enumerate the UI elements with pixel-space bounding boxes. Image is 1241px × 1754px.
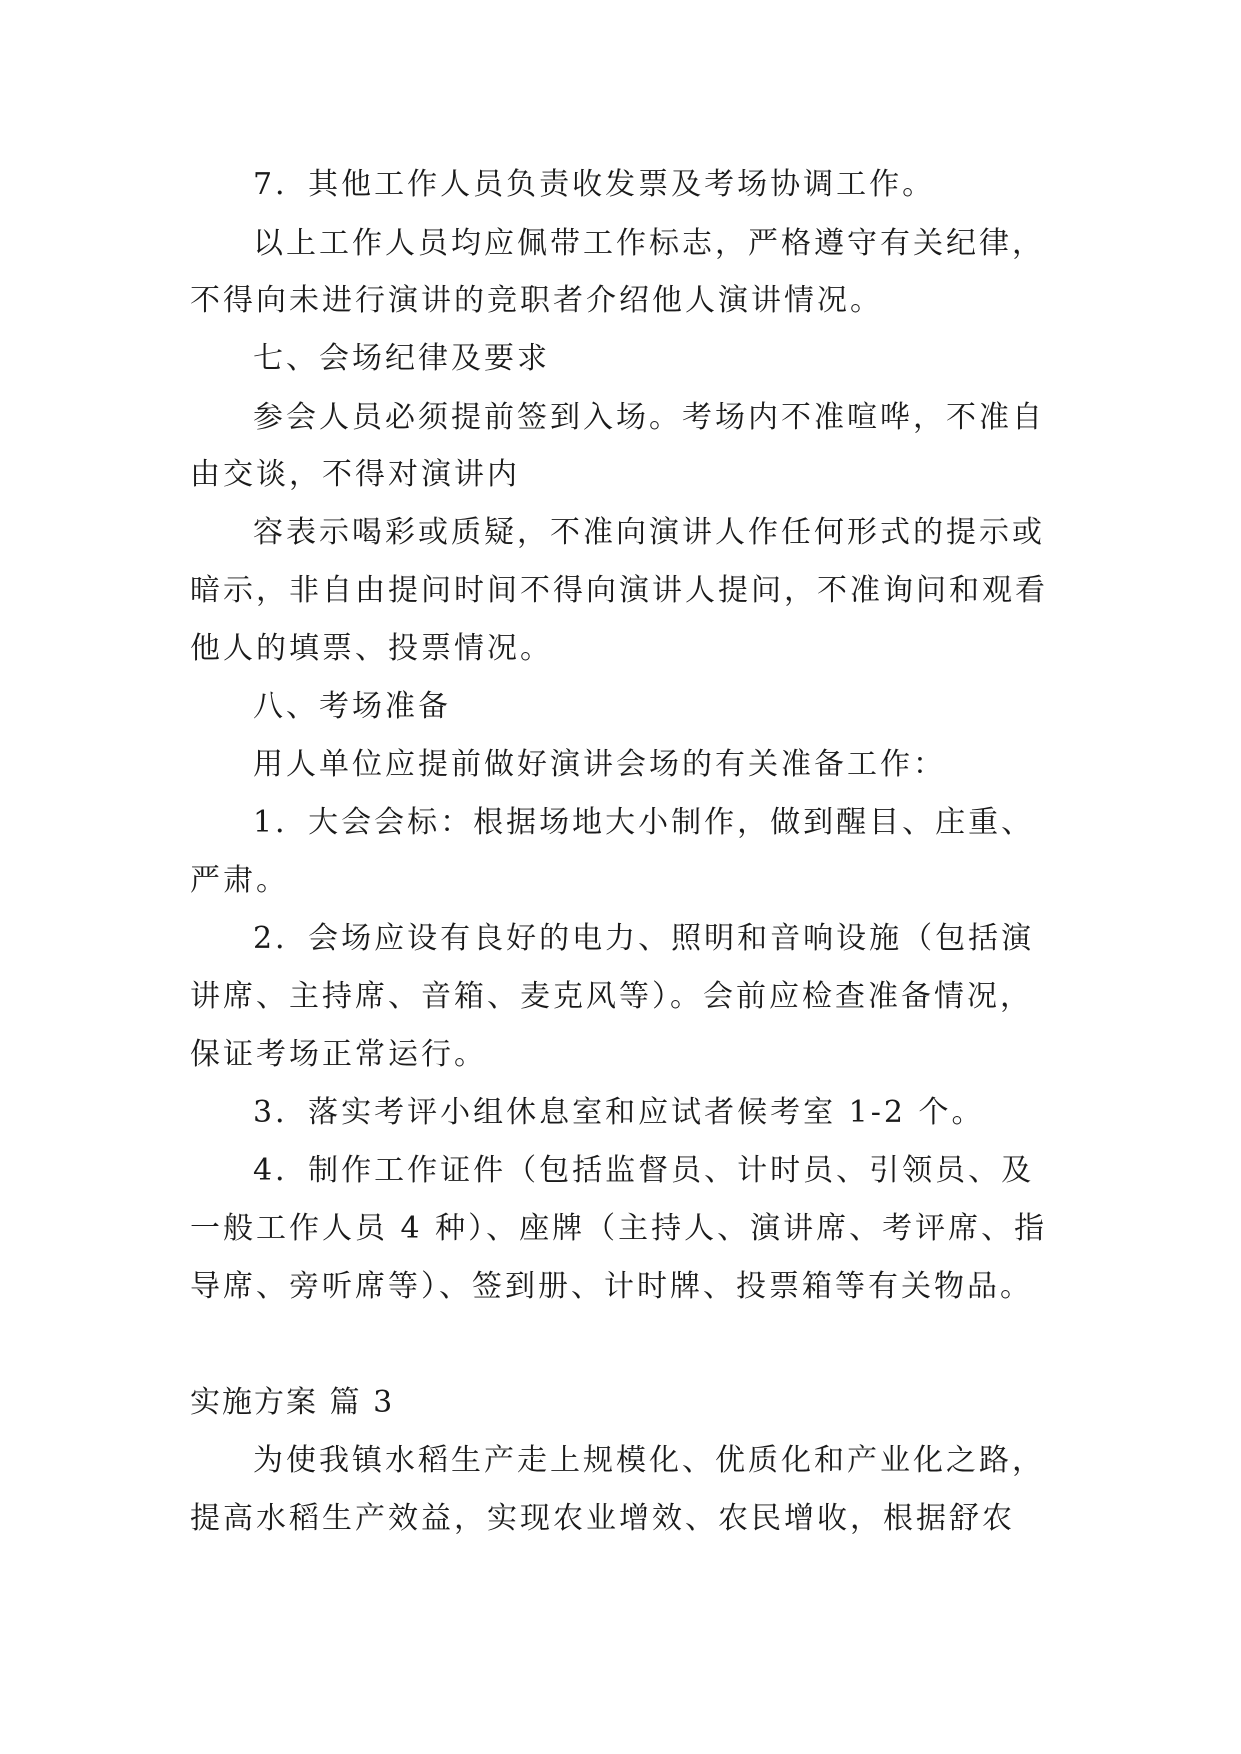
paragraph-line: 以上工作人员均应佩带工作标志，严格遵守有关纪律， xyxy=(253,226,1045,261)
paragraph-line: 3．落实考评小组休息室和应试者候考室 1-2 个。 xyxy=(253,1095,985,1130)
paragraph-line: 为使我镇水稻生产走上规模化、优质化和产业化之路， xyxy=(253,1443,1045,1478)
section-heading: 七、会场纪律及要求 xyxy=(253,341,550,376)
paragraph-line: 7．其他工作人员负责收发票及考场协调工作。 xyxy=(253,167,936,202)
paragraph-line: 他人的填票、投票情况。 xyxy=(190,631,553,666)
paragraph-line: 讲席、主持席、音箱、麦克风等）。会前应检查准备情况， xyxy=(190,979,1033,1014)
paragraph-line: 容表示喝彩或质疑，不准向演讲人作任何形式的提示或 xyxy=(253,515,1045,550)
paragraph-line: 不得向未进行演讲的竞职者介绍他人演讲情况。 xyxy=(190,283,883,318)
paragraph-line: 提高水稻生产效益，实现农业增效、农民增收，根据舒农 xyxy=(190,1501,1015,1536)
paragraph-line: 严肃。 xyxy=(190,863,289,898)
paragraph-line: 用人单位应提前做好演讲会场的有关准备工作： xyxy=(253,747,946,782)
paragraph-line: 4．制作工作证件（包括监督员、计时员、引领员、及 xyxy=(253,1153,1035,1188)
paragraph-line: 1．大会会标：根据场地大小制作，做到醒目、庄重、 xyxy=(253,805,1035,840)
paragraph-line: 一般工作人员 4 种）、座牌（主持人、演讲席、考评席、指 xyxy=(190,1211,1048,1246)
paragraph-line: 由交谈，不得对演讲内 xyxy=(190,457,520,492)
section-heading: 八、考场准备 xyxy=(253,689,451,724)
paragraph-line: 导席、旁听席等）、签到册、计时牌、投票箱等有关物品。 xyxy=(190,1269,1033,1304)
paragraph-line: 暗示，非自由提问时间不得向演讲人提问，不准询问和观看 xyxy=(190,573,1048,608)
section-title: 实施方案 篇 3 xyxy=(190,1385,395,1420)
paragraph-line: 2．会场应设有良好的电力、照明和音响设施（包括演 xyxy=(253,921,1035,956)
paragraph-line: 参会人员必须提前签到入场。考场内不准喧哗，不准自 xyxy=(253,400,1045,435)
paragraph-line: 保证考场正常运行。 xyxy=(190,1037,487,1072)
